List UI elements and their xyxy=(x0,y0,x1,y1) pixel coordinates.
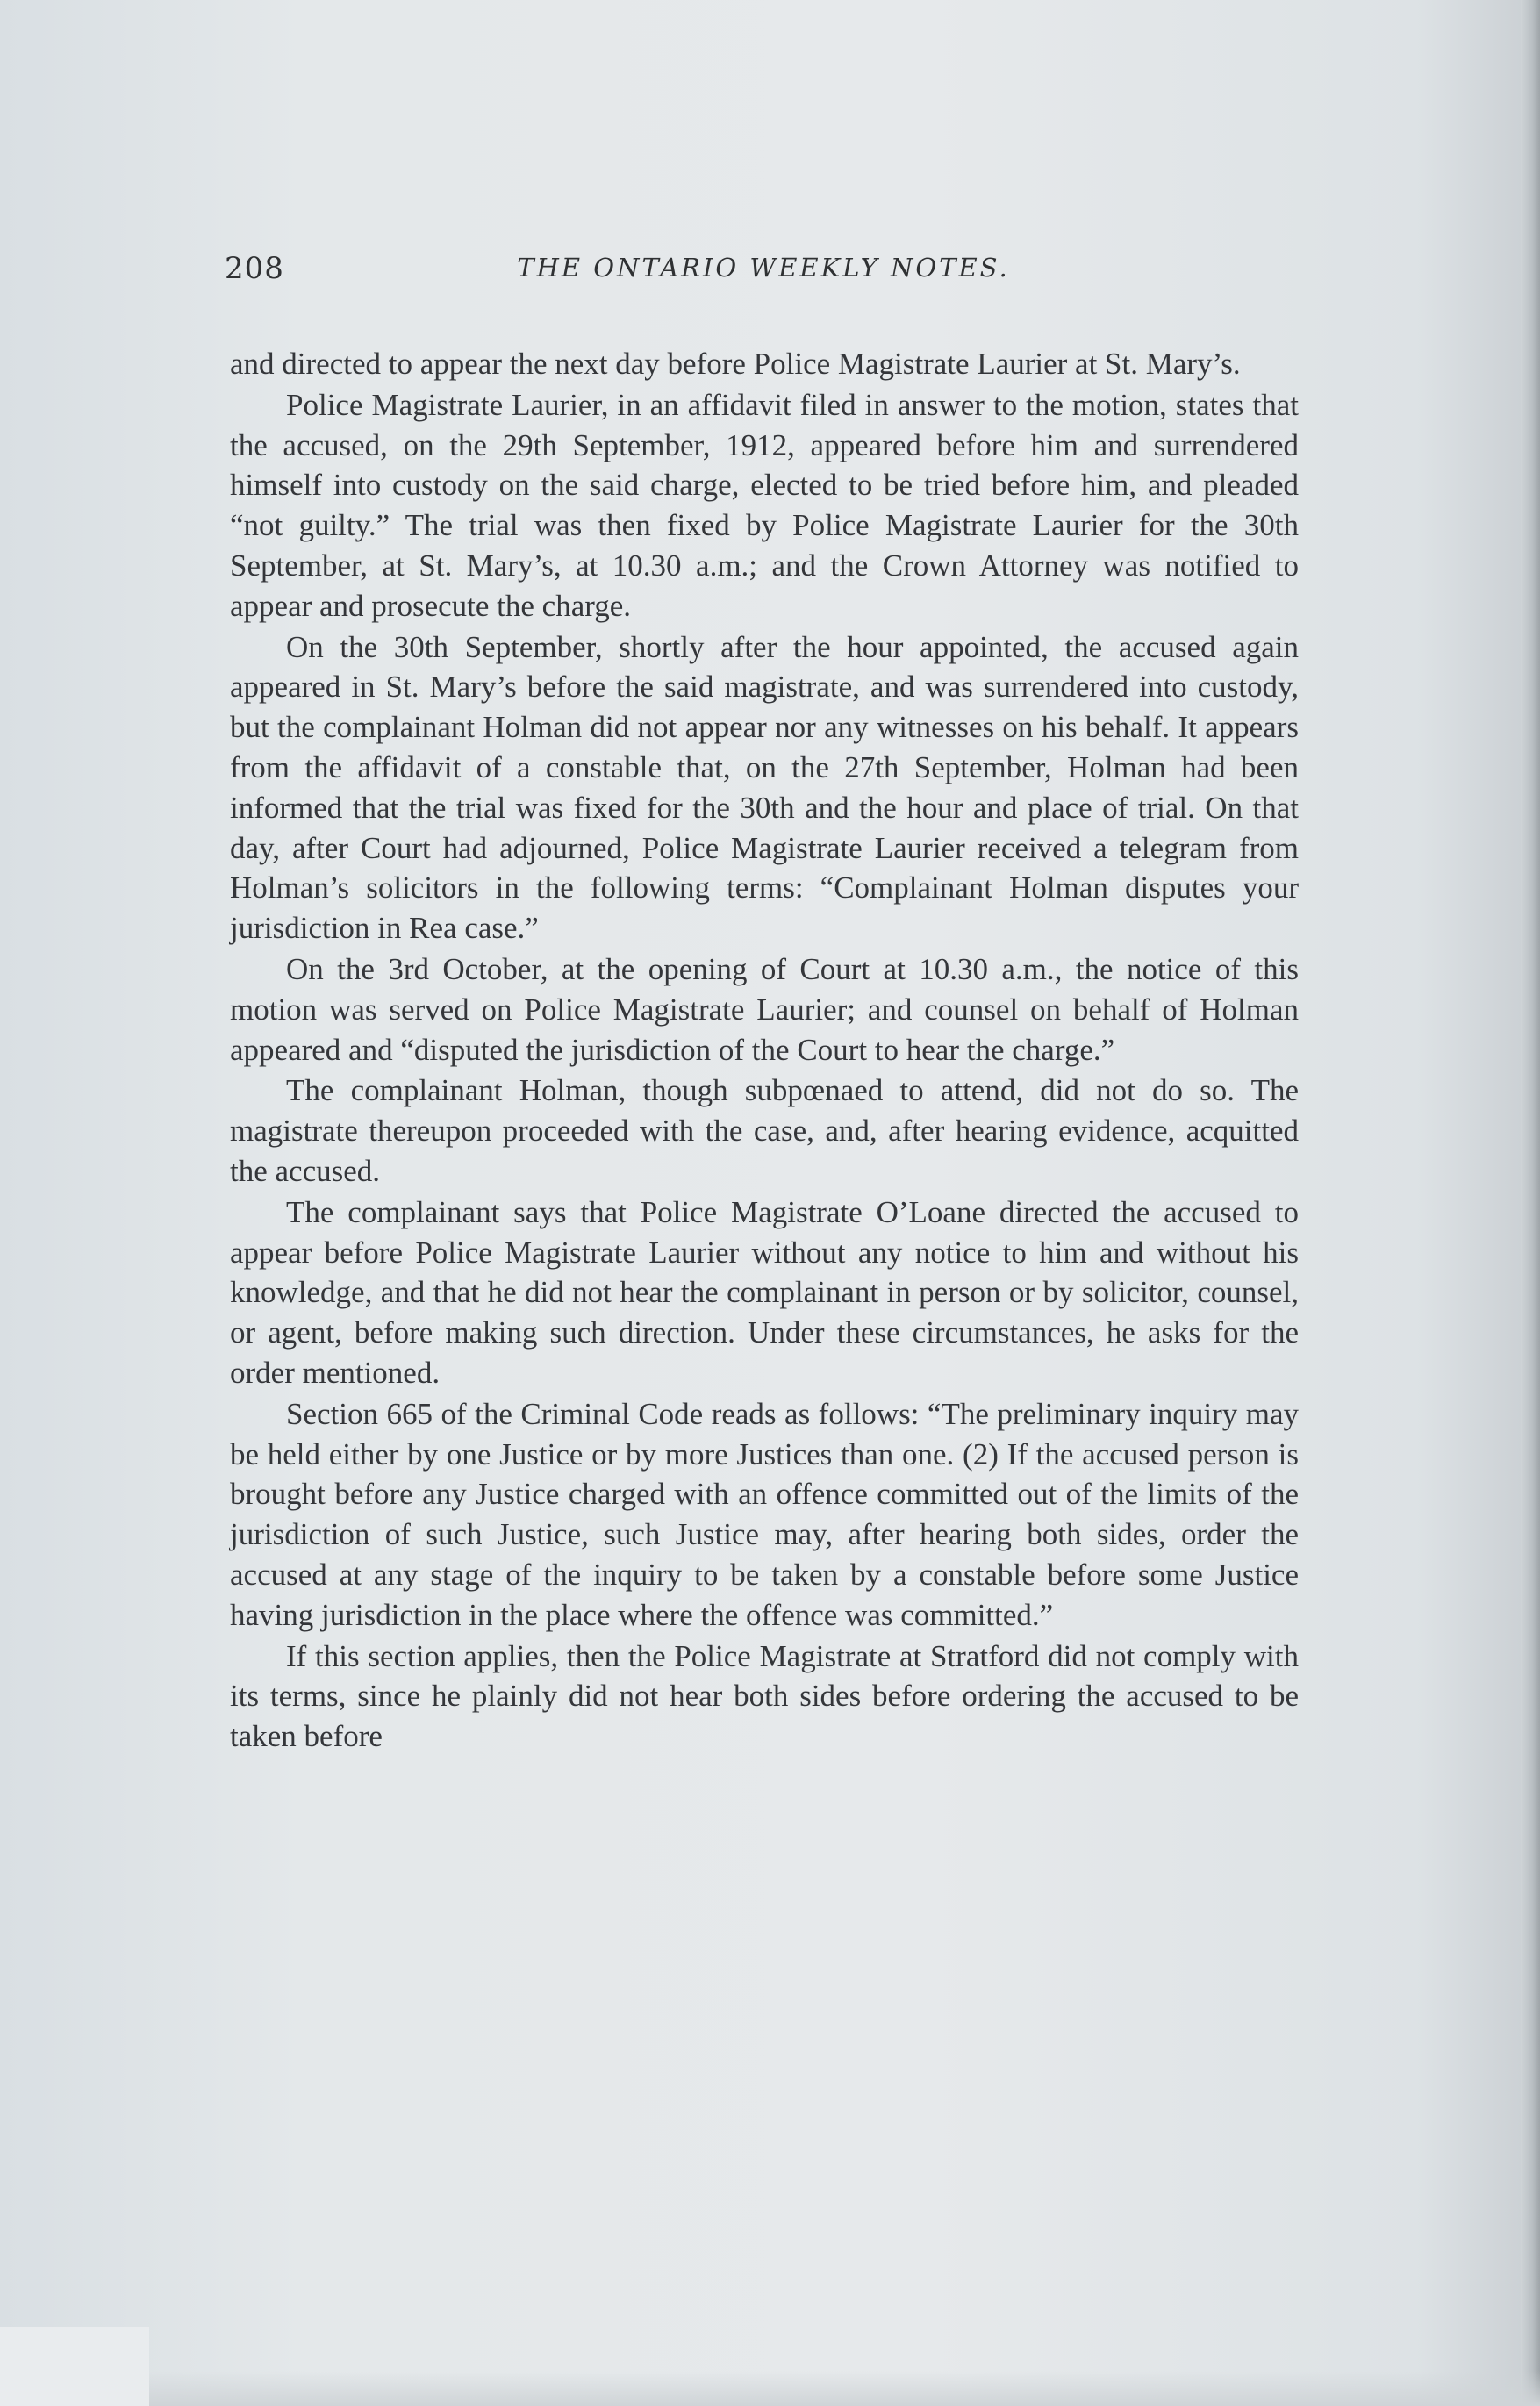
paragraph-continuation: and directed to appear the next day before Police Magistrate Laurier at St. Mary’s. xyxy=(230,347,1241,381)
paragraph-affidavit: Police Magistrate Laurier, in an affidavit filed in answer to the motion, states that the accused, on the 29th September, 1912, appeared before him and surrendered himself into custody on the said charge, elected to be tried before him, and pleaded “not guilty.” The trial was then fixed by Police Magistrate Laurier for the 30th September, at St. Mary’s, at 10.30 a.m.; and the Crown Attorney was notified to appear and prosecute the charge. xyxy=(230,387,1299,623)
page-number: 208 xyxy=(225,251,284,286)
scan-margin-patch xyxy=(0,2327,149,2406)
body-text xyxy=(230,344,1299,1757)
paragraph-acquittal: The complainant Holman, though subpœnaed to attend, did not do so. The magistrate thereupon proceeded with the case, and, after hearing evidence, acquitted the accused. xyxy=(230,1073,1299,1188)
paragraph-complaint: The complainant says that Police Magistrate O’Loane directed the accused to appear before Police Magistrate Laurier without any notice to him and without his knowledge, and that he did not hear the complainant in person or by solicitor, counsel, or agent, before making such direction. Under these circumstances, he asks for the order mentioned. xyxy=(230,1194,1299,1390)
paragraph-section-665: Section 665 of the Criminal Code reads as follows: “The preliminary inquiry may be held either by one Justice or by more Justices than one. (2) If the accused person is brought before any Justice charged with an offence committed out of the limits of the jurisdiction of such Justice, such Justice may, after hearing both sides, order the accused at any stage of the inquiry to be taken by a constable before some Justice having jurisdiction in the place where the offence was committed.” xyxy=(230,1396,1299,1632)
page-edge-shadow xyxy=(1521,0,1540,2406)
paragraph-motion-served: On the 3rd October, at the opening of Court at 10.30 a.m., the notice of this motion was served on Police Magistrate Laurier; and counsel on behalf of Holman appeared and “disputed the jurisdiction of the Court to hear the charge.” xyxy=(230,951,1299,1067)
page-header xyxy=(225,251,1302,295)
paragraph-trial-day: On the 30th September, shortly after the hour appointed, the accused again appeared in St. Mary’s before the said magistrate, and was surrendered into custody, but the complainant Holman did not appear nor any witnesses on his behalf. It appears from the affidavit of a constable that, on the 27th September, Holman had been informed that the trial was fixed for the 30th and the hour and place of trial. On that day, after Court had adjourned, Police Magistrate Laurier received a telegram from Holman’s solicitors in the following terms: “Complainant Holman disputes your jurisdiction in Rea case.” xyxy=(230,629,1299,946)
page-bottom-shadow xyxy=(0,2371,1540,2406)
running-head: THE ONTARIO WEEKLY NOTES. xyxy=(517,253,1010,283)
paragraph-application: If this section applies, then the Police Magistrate at Stratford did not comply with its terms, since he plainly did not hear both sides before ordering the accused to be taken before xyxy=(230,1638,1299,1754)
